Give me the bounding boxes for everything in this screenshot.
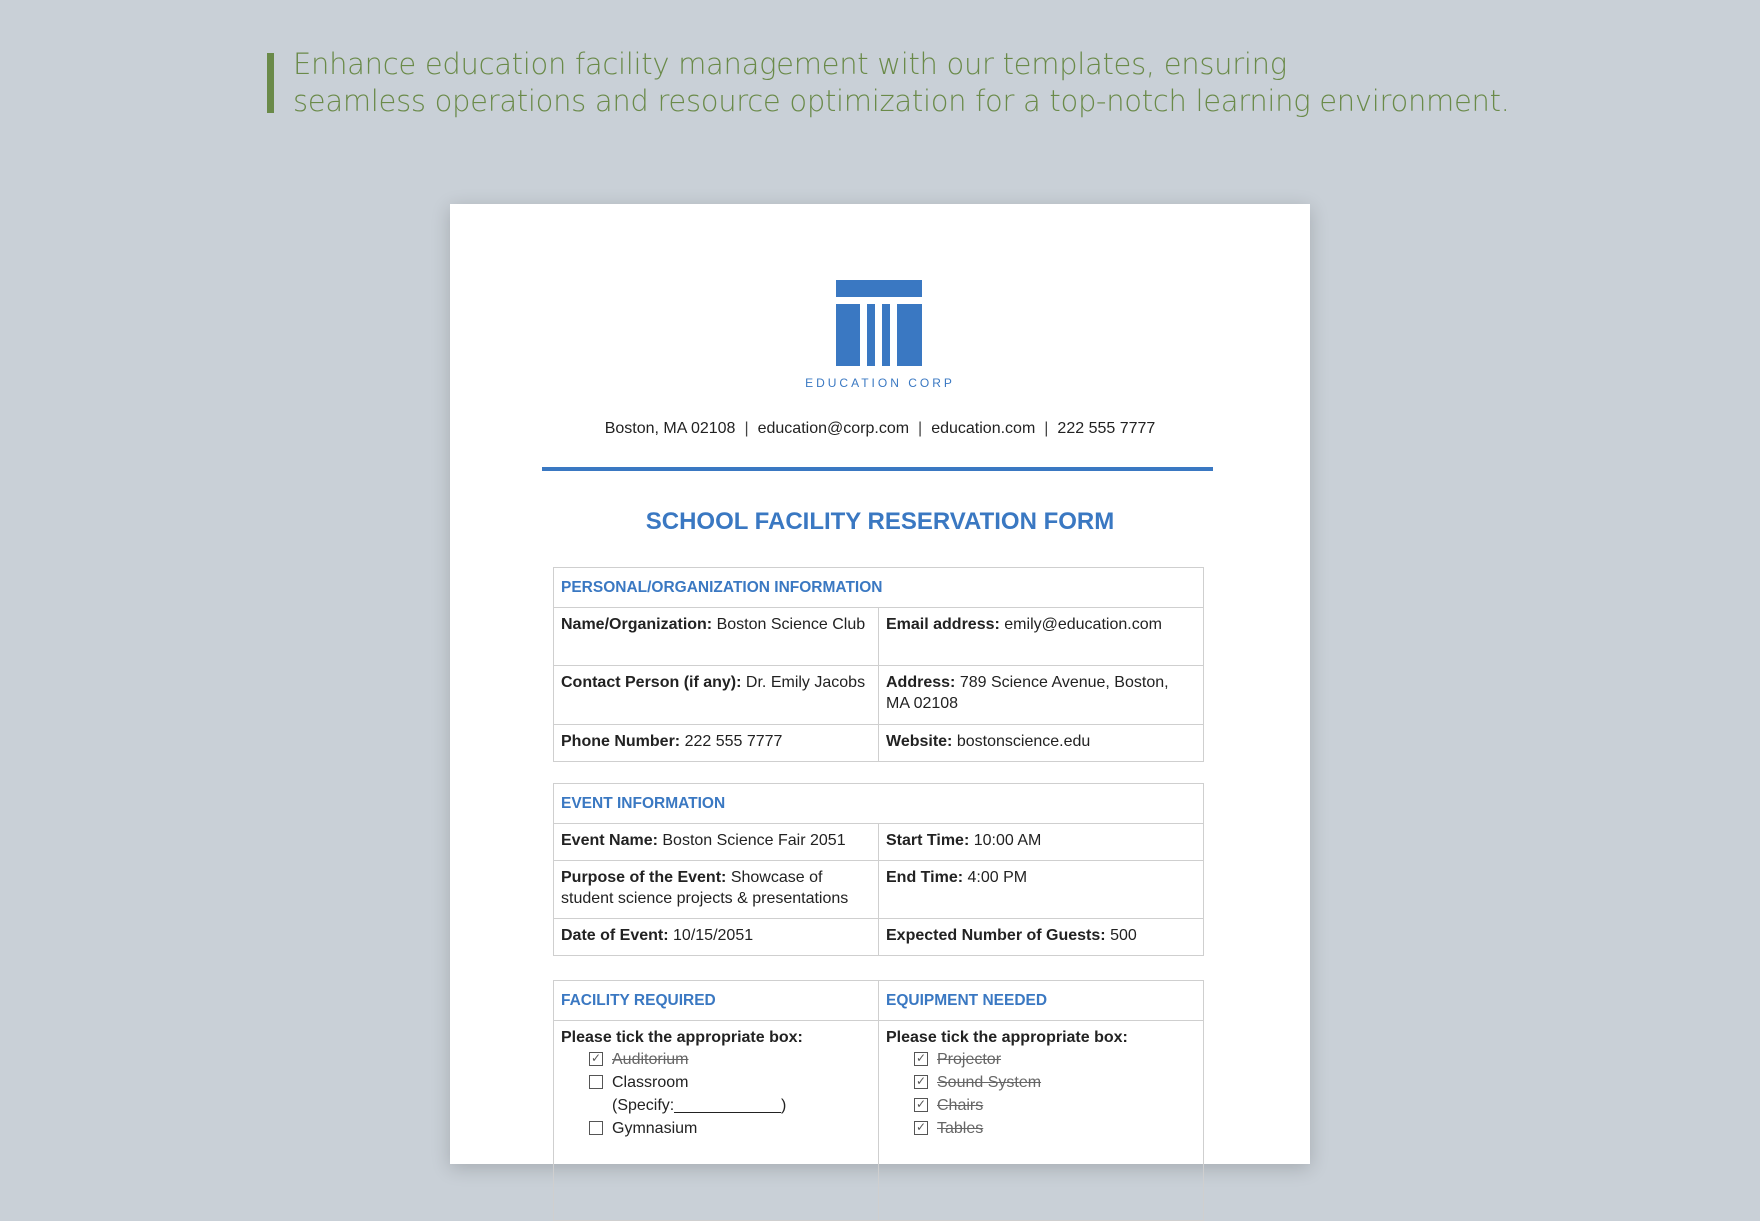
tagline-line-2: seamless operations and resource optimization for a top-notch learning environment. xyxy=(293,84,1510,118)
checkbox-sound-system[interactable]: ✓ Sound System xyxy=(915,1074,1042,1091)
field-start-time: Start Time: 10:00 AM xyxy=(879,824,1204,861)
field-phone: Phone Number: 222 555 7777 xyxy=(554,725,879,762)
checkbox-empty-icon[interactable] xyxy=(589,1075,603,1089)
field-contact-person: Contact Person (if any): Dr. Emily Jacobs xyxy=(554,666,879,725)
brand-name: EDUCATION CORP xyxy=(805,376,955,390)
header-divider xyxy=(542,467,1213,471)
section-header: PERSONAL/ORGANIZATION INFORMATION xyxy=(554,568,1204,608)
section-header: EVENT INFORMATION xyxy=(554,784,1204,824)
field-date: Date of Event: 10/15/2051 xyxy=(554,919,879,956)
contact-website: education.com xyxy=(931,420,1036,437)
checkbox-empty-icon[interactable] xyxy=(589,1121,603,1135)
facility-list xyxy=(554,1021,879,1221)
contact-phone: 222 555 7777 xyxy=(1057,420,1156,437)
personal-info-table xyxy=(553,567,1204,762)
checkbox-checked-icon[interactable]: ✓ xyxy=(915,1097,927,1111)
checkbox-checked-icon[interactable]: ✓ xyxy=(915,1051,927,1065)
field-website: Website: bostonscience.edu xyxy=(879,725,1204,762)
field-address: Address: 789 Science Avenue, Boston, MA 02108 xyxy=(879,666,1204,725)
equipment-header: EQUIPMENT NEEDED xyxy=(879,981,1204,1021)
checkbox-checked-icon[interactable]: ✓ xyxy=(915,1120,927,1134)
form-title: SCHOOL FACILITY RESERVATION FORM xyxy=(645,508,1115,535)
facility-header: FACILITY REQUIRED xyxy=(554,981,879,1021)
tagline xyxy=(293,46,1593,120)
field-purpose: Purpose of the Event: Showcase of student science projects & presentations xyxy=(554,861,879,919)
equipment-prompt: Please tick the appropriate box: xyxy=(886,1029,1128,1046)
contact-line: Boston, MA 02108 | education@corp.com | education.com | 222 555 7777 xyxy=(604,420,1156,437)
checkbox-tables[interactable]: ✓ Tables xyxy=(915,1120,984,1137)
checkbox-checked-icon[interactable]: ✓ xyxy=(590,1051,602,1065)
checkbox-gymnasium[interactable]: Gymnasium xyxy=(589,1117,871,1140)
facility-equipment-table xyxy=(553,980,1204,1221)
field-email: Email address: emily@education.com xyxy=(879,608,1204,666)
form-document xyxy=(450,204,1310,1164)
checkbox-classroom[interactable]: Classroom (Specify:____________) xyxy=(589,1071,871,1117)
facility-prompt: Please tick the appropriate box: xyxy=(561,1029,803,1046)
field-end-time: End Time: 4:00 PM xyxy=(879,861,1204,919)
education-corp-logo-icon xyxy=(836,280,922,366)
equipment-list xyxy=(879,1021,1204,1221)
field-guests: Expected Number of Guests: 500 xyxy=(879,919,1204,956)
checkbox-projector[interactable]: ✓ Projector xyxy=(915,1051,1002,1068)
event-info-table xyxy=(553,783,1204,956)
tagline-accent-bar xyxy=(267,53,274,113)
contact-address: Boston, MA 02108 xyxy=(604,420,736,437)
checkbox-chairs[interactable]: ✓ Chairs xyxy=(915,1097,984,1114)
field-event-name: Event Name: Boston Science Fair 2051 xyxy=(554,824,879,861)
checkbox-auditorium[interactable]: ✓ Auditorium xyxy=(590,1051,689,1068)
tagline-line-1: Enhance education facility management with our templates, ensuring xyxy=(293,47,1287,81)
contact-email: education@corp.com xyxy=(757,420,910,437)
checkbox-checked-icon[interactable]: ✓ xyxy=(915,1074,927,1088)
field-name: Name/Organization: Boston Science Club xyxy=(554,608,879,666)
